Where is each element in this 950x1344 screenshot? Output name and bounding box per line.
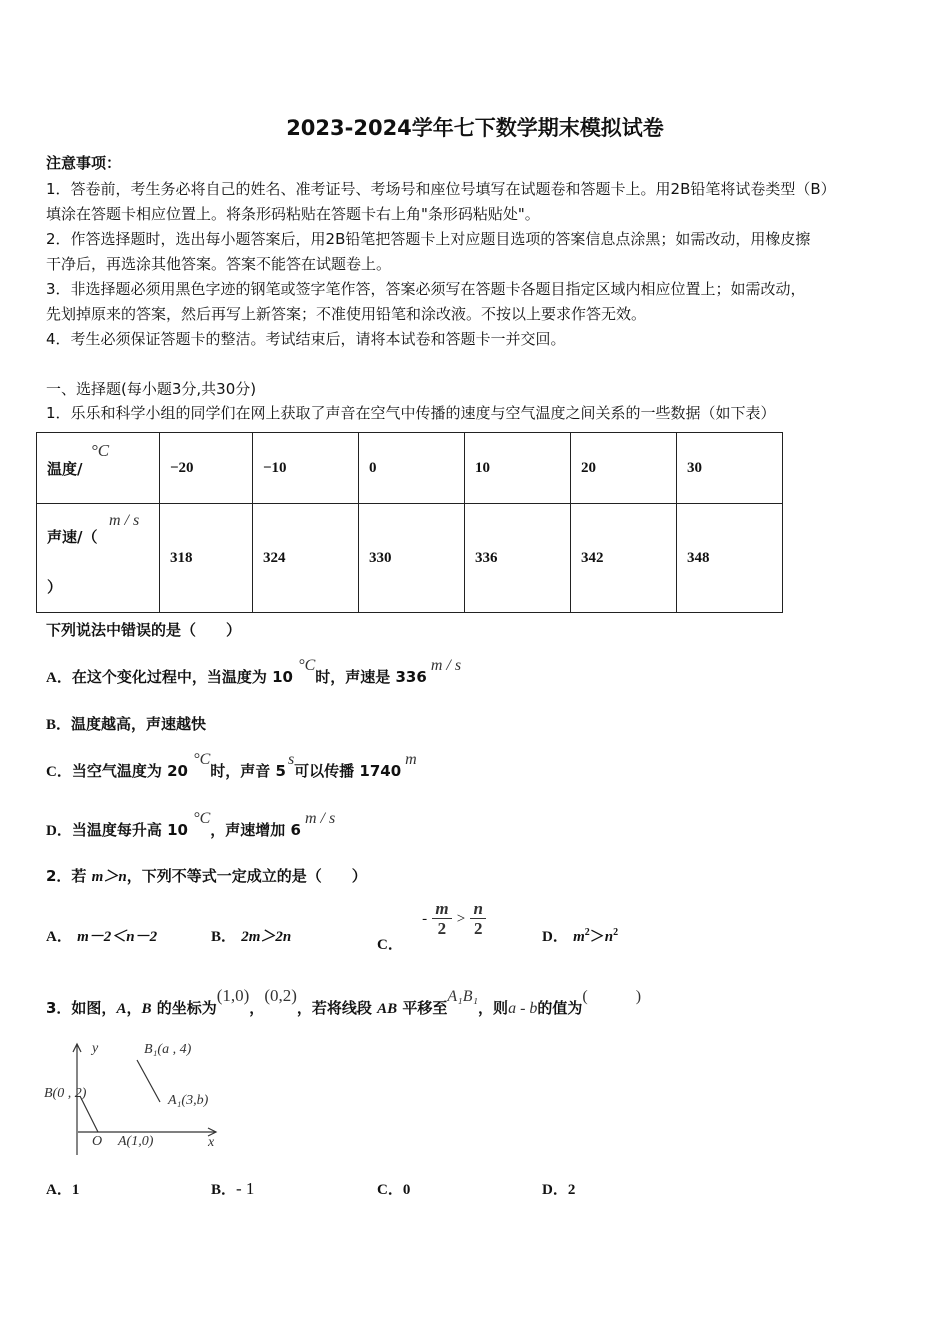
q1-option-b[interactable]: B．温度越高，声速越快: [46, 715, 207, 733]
point-a-label: A(1,0): [118, 1134, 154, 1149]
q3-stem: 3．如图，A，B 的坐标为(1,0)，(0,2)，若将线段 AB 平移至A₁B₁，则a - b的值为( ): [46, 986, 642, 1017]
page-title: 2023-2024学年七下数学期末模拟试卷: [286, 116, 664, 140]
notice-line: 填涂在答题卡相应位置上。将条形码粘贴在答题卡右上角"条形码粘贴处"。: [46, 205, 540, 223]
q2-stem: 2．若 m＞n，下列不等式一定成立的是（ ）: [46, 867, 367, 885]
segment-a1b1: [137, 1060, 160, 1102]
point-b1-label: B₁(a , 4): [144, 1042, 192, 1057]
table-row: [37, 504, 783, 613]
q1-prompt: 下列说法中错误的是（ ）: [46, 621, 242, 639]
row-header-speed: 声速/（ m / s ）: [37, 504, 160, 613]
row-header-temperature: 温度/ °C: [37, 433, 160, 504]
x-axis-label: x: [208, 1135, 215, 1150]
coordinate-figure: [40, 1030, 240, 1160]
q1-option-a[interactable]: A．在这个变化过程中，当温度为 10 °C时，声速是 336m / s: [46, 657, 462, 686]
y-axis-label: y: [92, 1041, 99, 1056]
q1-option-d[interactable]: D．当温度每升高 10 °C，声速增加 6m / s: [46, 810, 336, 839]
q2-option-a[interactable]: A． m－2＜n－2: [46, 929, 158, 945]
table-cell: 342: [571, 504, 677, 613]
q3-option-d[interactable]: D．2: [542, 1182, 576, 1198]
point-b-label: B(0 , 2): [44, 1086, 87, 1101]
fraction-expression: - $\frac{m}{2}$ > $\frac{n}{2}$: [422, 900, 486, 939]
table-cell: 10: [465, 433, 571, 504]
notice-line: 2．作答选择题时，选出每小题答案后，用2B铅笔把答题卡上对应题目选项的答案信息点涂黑；如需改动，用橡皮擦: [46, 230, 811, 248]
table-cell: −10: [253, 433, 359, 504]
q2-option-b[interactable]: B． 2m＞2n: [211, 929, 292, 945]
notice-line: 1．答卷前，考生务必将自己的姓名、准考证号、考场号和座位号填写在试题卷和答题卡上。用2B铅笔将试卷类型（B）: [46, 180, 836, 198]
notice-line: 先划掉原来的答案，然后再写上新答案；不准使用铅笔和涂改液。不按以上要求作答无效。: [46, 305, 647, 323]
origin-label: O: [92, 1134, 103, 1149]
notice-line: 3．非选择题必须用黑色字迹的钢笔或签字笔作答，答案必须写在答题卡各题目指定区域内相应位置上；如需改动，: [46, 280, 806, 298]
table-cell: 0: [359, 433, 465, 504]
table-row: [37, 433, 783, 504]
fraction: $\frac{m}{2}$: [432, 900, 451, 939]
segment-ab: [80, 1096, 98, 1132]
table-cell: 336: [465, 504, 571, 613]
table-cell: 20: [571, 433, 677, 504]
table-cell: −20: [160, 433, 253, 504]
table-cell: 324: [253, 504, 359, 613]
table-cell: 30: [677, 433, 783, 504]
notice-line: 4．考生必须保证答题卡的整洁。考试结束后，请将本试卷和答题卡一并交回。: [46, 330, 566, 348]
q2-option-c[interactable]: C． - $\frac{m}{2}$ > $\frac{n}{2}$: [377, 900, 486, 939]
q3-option-b[interactable]: B．- 1: [211, 1179, 255, 1198]
speed-temperature-table: [36, 432, 783, 613]
table-cell: 330: [359, 504, 465, 613]
coordinate-plane-diagram: [40, 1030, 240, 1160]
point-a1-label: A₁(3,b): [168, 1093, 209, 1108]
q2-option-d[interactable]: D． $m^2>n^2$: [542, 927, 619, 945]
q3-option-a[interactable]: A．1: [46, 1182, 80, 1198]
table-cell: 348: [677, 504, 783, 613]
q1-option-c[interactable]: C．当空气温度为 20 °C时，声音 5s可以传播 1740m: [46, 751, 417, 780]
table-cell: 318: [160, 504, 253, 613]
section-heading: 一、选择题(每小题3分,共30分): [46, 380, 257, 398]
q3-option-c[interactable]: C．0: [377, 1182, 411, 1198]
notice-heading: 注意事项：: [46, 154, 122, 172]
fraction: $\frac{n}{2}$: [470, 900, 485, 939]
q1-stem: 1．乐乐和科学小组的同学们在网上获取了声音在空气中传播的速度与空气温度之间关系的一些数据（如下表）: [46, 404, 776, 422]
notice-line: 干净后，再选涂其他答案。答案不能答在试题卷上。: [46, 255, 392, 273]
